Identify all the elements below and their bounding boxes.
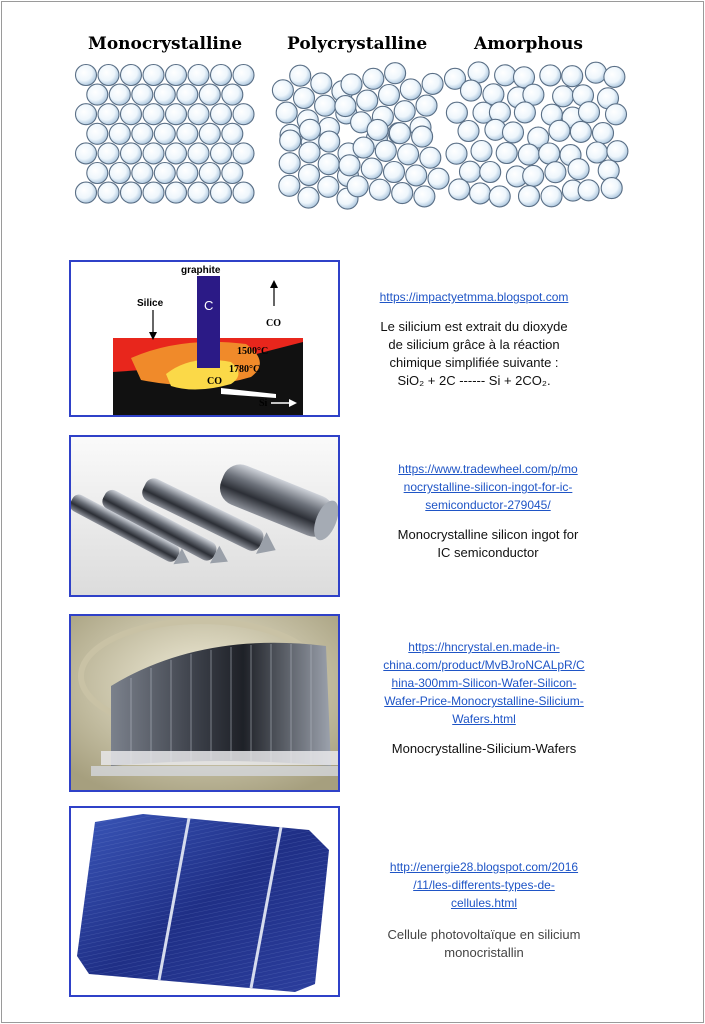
wafers-caption (364, 740, 604, 758)
atom (400, 79, 421, 100)
atom (446, 143, 467, 164)
silicon-ingot-photo (71, 437, 338, 595)
furnace-diagram-frame (69, 260, 340, 417)
co-top-label: CO (266, 318, 281, 329)
co-bottom-label: CO (207, 376, 222, 387)
monocrystalline-title: Monocrystalline (88, 34, 243, 54)
link-line[interactable]: Wafer-Price-Monocrystalline-Silicium- (384, 694, 584, 708)
atom (570, 121, 591, 142)
link-line[interactable]: https://hncrystal.en.made-in- (408, 640, 560, 654)
atom (607, 141, 628, 162)
atom (98, 182, 119, 203)
atom (188, 182, 209, 203)
link-line[interactable]: china.com/product/MvBJroNCALpR/C (383, 658, 585, 672)
atom (98, 143, 119, 164)
link-line[interactable]: cellules.html (450, 896, 518, 910)
atom (109, 84, 130, 105)
caption-line: Monocrystalline-Silicium-Wafers (391, 741, 577, 756)
atom (519, 186, 540, 207)
atom (562, 66, 583, 87)
link-line[interactable]: /11/les-differents-types-de- (413, 878, 555, 892)
amorphous-title: Amorphous (474, 34, 583, 54)
atom (398, 144, 419, 165)
temperature-1500-label: 1500°C (237, 346, 269, 357)
atom (188, 65, 209, 86)
atom (222, 84, 243, 105)
atom (279, 175, 300, 196)
atom (143, 65, 164, 86)
caption-line: IC semiconductor (437, 545, 539, 560)
polycrystalline-title: Polycrystalline (287, 34, 428, 54)
atom (446, 102, 467, 123)
temperature-1780-label: 1780°C (229, 364, 261, 375)
energie28-link[interactable] (364, 858, 604, 912)
atom (98, 65, 119, 86)
atom (471, 141, 492, 162)
atom (143, 143, 164, 164)
carbon-label: C (204, 298, 214, 313)
atom (87, 123, 108, 144)
atom (211, 65, 232, 86)
atom (489, 186, 510, 207)
atom (541, 186, 562, 207)
atom (199, 163, 220, 184)
atom (353, 137, 374, 158)
atom (166, 143, 187, 164)
atom (568, 159, 589, 180)
caption-line: monocristallin (444, 945, 524, 960)
atom (318, 176, 339, 197)
atom (604, 66, 625, 87)
atom (375, 140, 396, 161)
atom (412, 126, 433, 147)
atom (188, 104, 209, 125)
atom (87, 84, 108, 105)
atom (385, 63, 406, 84)
atom (211, 182, 232, 203)
atom (553, 86, 574, 107)
atom (166, 104, 187, 125)
atom (379, 85, 400, 106)
atom (449, 179, 470, 200)
atom (420, 147, 441, 168)
atom (177, 84, 198, 105)
atom (121, 182, 142, 203)
atom (233, 143, 254, 164)
atom (357, 90, 378, 111)
atom (299, 142, 320, 163)
atom (389, 123, 410, 144)
atom (347, 176, 368, 197)
atom (109, 163, 130, 184)
atom (496, 143, 517, 164)
graphite-label: graphite (181, 265, 221, 276)
atom (480, 162, 501, 183)
atom (177, 123, 198, 144)
impactyetmma-link[interactable]: https://impactyetmma.blogspot.com (379, 290, 569, 304)
atom (319, 131, 340, 152)
atom (276, 102, 297, 123)
atom (177, 163, 198, 184)
atom (87, 163, 108, 184)
atom (199, 84, 220, 105)
ingot-caption (368, 526, 608, 562)
atom (593, 123, 614, 144)
monocrystalline-lattice (72, 60, 262, 215)
atom (199, 123, 220, 144)
atom (495, 65, 516, 86)
atom (361, 158, 382, 179)
atom (545, 162, 566, 183)
silice-label: Silice (137, 298, 164, 309)
link-line[interactable]: semiconductor-279045/ (425, 498, 551, 512)
atom (132, 163, 153, 184)
caption-line: Monocrystalline silicon ingot for (397, 527, 579, 542)
atom (470, 183, 491, 204)
atom (514, 102, 535, 123)
solar-cell-caption (364, 926, 604, 962)
atom (587, 142, 608, 163)
atom (606, 104, 627, 125)
atom (300, 119, 321, 140)
atom (585, 62, 606, 83)
atom (76, 182, 97, 203)
atom (539, 143, 560, 164)
atom (222, 123, 243, 144)
link-line[interactable]: http://energie28.blogspot.com/2016 (389, 860, 579, 874)
caption-line: Le silicium est extrait du dioxyde (380, 319, 568, 334)
atom (392, 183, 413, 204)
caption-line: de silicium grâce à la réaction (388, 337, 560, 352)
link-line[interactable]: nocrystalline-silicon-ingot-for-ic- (403, 480, 573, 494)
atom (76, 65, 97, 86)
atom (279, 153, 300, 174)
solar-cell-photo-frame (69, 806, 340, 997)
atom (461, 80, 482, 101)
atom (299, 165, 320, 186)
atom (367, 119, 388, 140)
atom (341, 74, 362, 95)
atom (315, 95, 336, 116)
atom (335, 96, 356, 117)
atom (121, 143, 142, 164)
tradewheel-link[interactable] (368, 460, 608, 514)
silicon-output-label: Si (259, 398, 268, 409)
document-page (1, 1, 704, 1023)
silicon-extraction-caption (354, 318, 594, 390)
caption-line: chimique simplifiée suivante : (389, 355, 559, 370)
hncrystal-link[interactable] (364, 638, 604, 728)
atom (298, 187, 319, 208)
atom (121, 65, 142, 86)
atom (166, 65, 187, 86)
atom (422, 73, 443, 94)
atom (458, 121, 479, 142)
atom (290, 65, 311, 86)
atom (132, 123, 153, 144)
atom (311, 73, 332, 94)
wafers-photo-frame (69, 614, 340, 792)
atom (406, 165, 427, 186)
atom (109, 123, 130, 144)
atom (294, 88, 315, 109)
atom (503, 122, 524, 143)
atom (394, 101, 415, 122)
atom (601, 178, 622, 199)
atom (154, 84, 175, 105)
silicon-wafers-photo (71, 616, 338, 790)
atom (363, 68, 384, 89)
atom (318, 154, 339, 175)
atom (518, 144, 539, 165)
atom (211, 143, 232, 164)
atom (76, 104, 97, 125)
atom (154, 163, 175, 184)
atom (211, 104, 232, 125)
reaction-equation: SiO₂ + 2C ------ Si + 2CO₂. (397, 373, 551, 388)
link-line[interactable]: Wafers.html (452, 712, 516, 726)
atom (578, 180, 599, 201)
atom (523, 165, 544, 186)
atom (76, 143, 97, 164)
atom (579, 102, 600, 123)
atom (154, 123, 175, 144)
atom (272, 80, 293, 101)
atom (414, 186, 435, 207)
atom (384, 162, 405, 183)
atom (166, 182, 187, 203)
atom (98, 104, 119, 125)
polycrystalline-lattice (264, 60, 454, 215)
atom (143, 182, 164, 203)
link-line[interactable]: https://www.tradewheel.com/p/mo (398, 462, 578, 476)
atom (121, 104, 142, 125)
caption-line: Cellule photovoltaïque en silicium (387, 927, 581, 942)
atom (280, 130, 301, 151)
solar-cell-photo (71, 808, 338, 995)
atom (233, 65, 254, 86)
ingot-photo-frame (69, 435, 340, 597)
atom (369, 179, 390, 200)
atom (222, 163, 243, 184)
furnace-diagram (71, 262, 338, 415)
atom (549, 120, 570, 141)
atom (188, 143, 209, 164)
atom (233, 104, 254, 125)
atom (416, 95, 437, 116)
atom (339, 155, 360, 176)
atom (132, 84, 153, 105)
link-line[interactable]: hina-300mm-Silicon-Wafer-Silicon- (391, 676, 577, 690)
atom (540, 65, 561, 86)
atom (233, 182, 254, 203)
atom (143, 104, 164, 125)
amorphous-lattice (444, 60, 634, 215)
